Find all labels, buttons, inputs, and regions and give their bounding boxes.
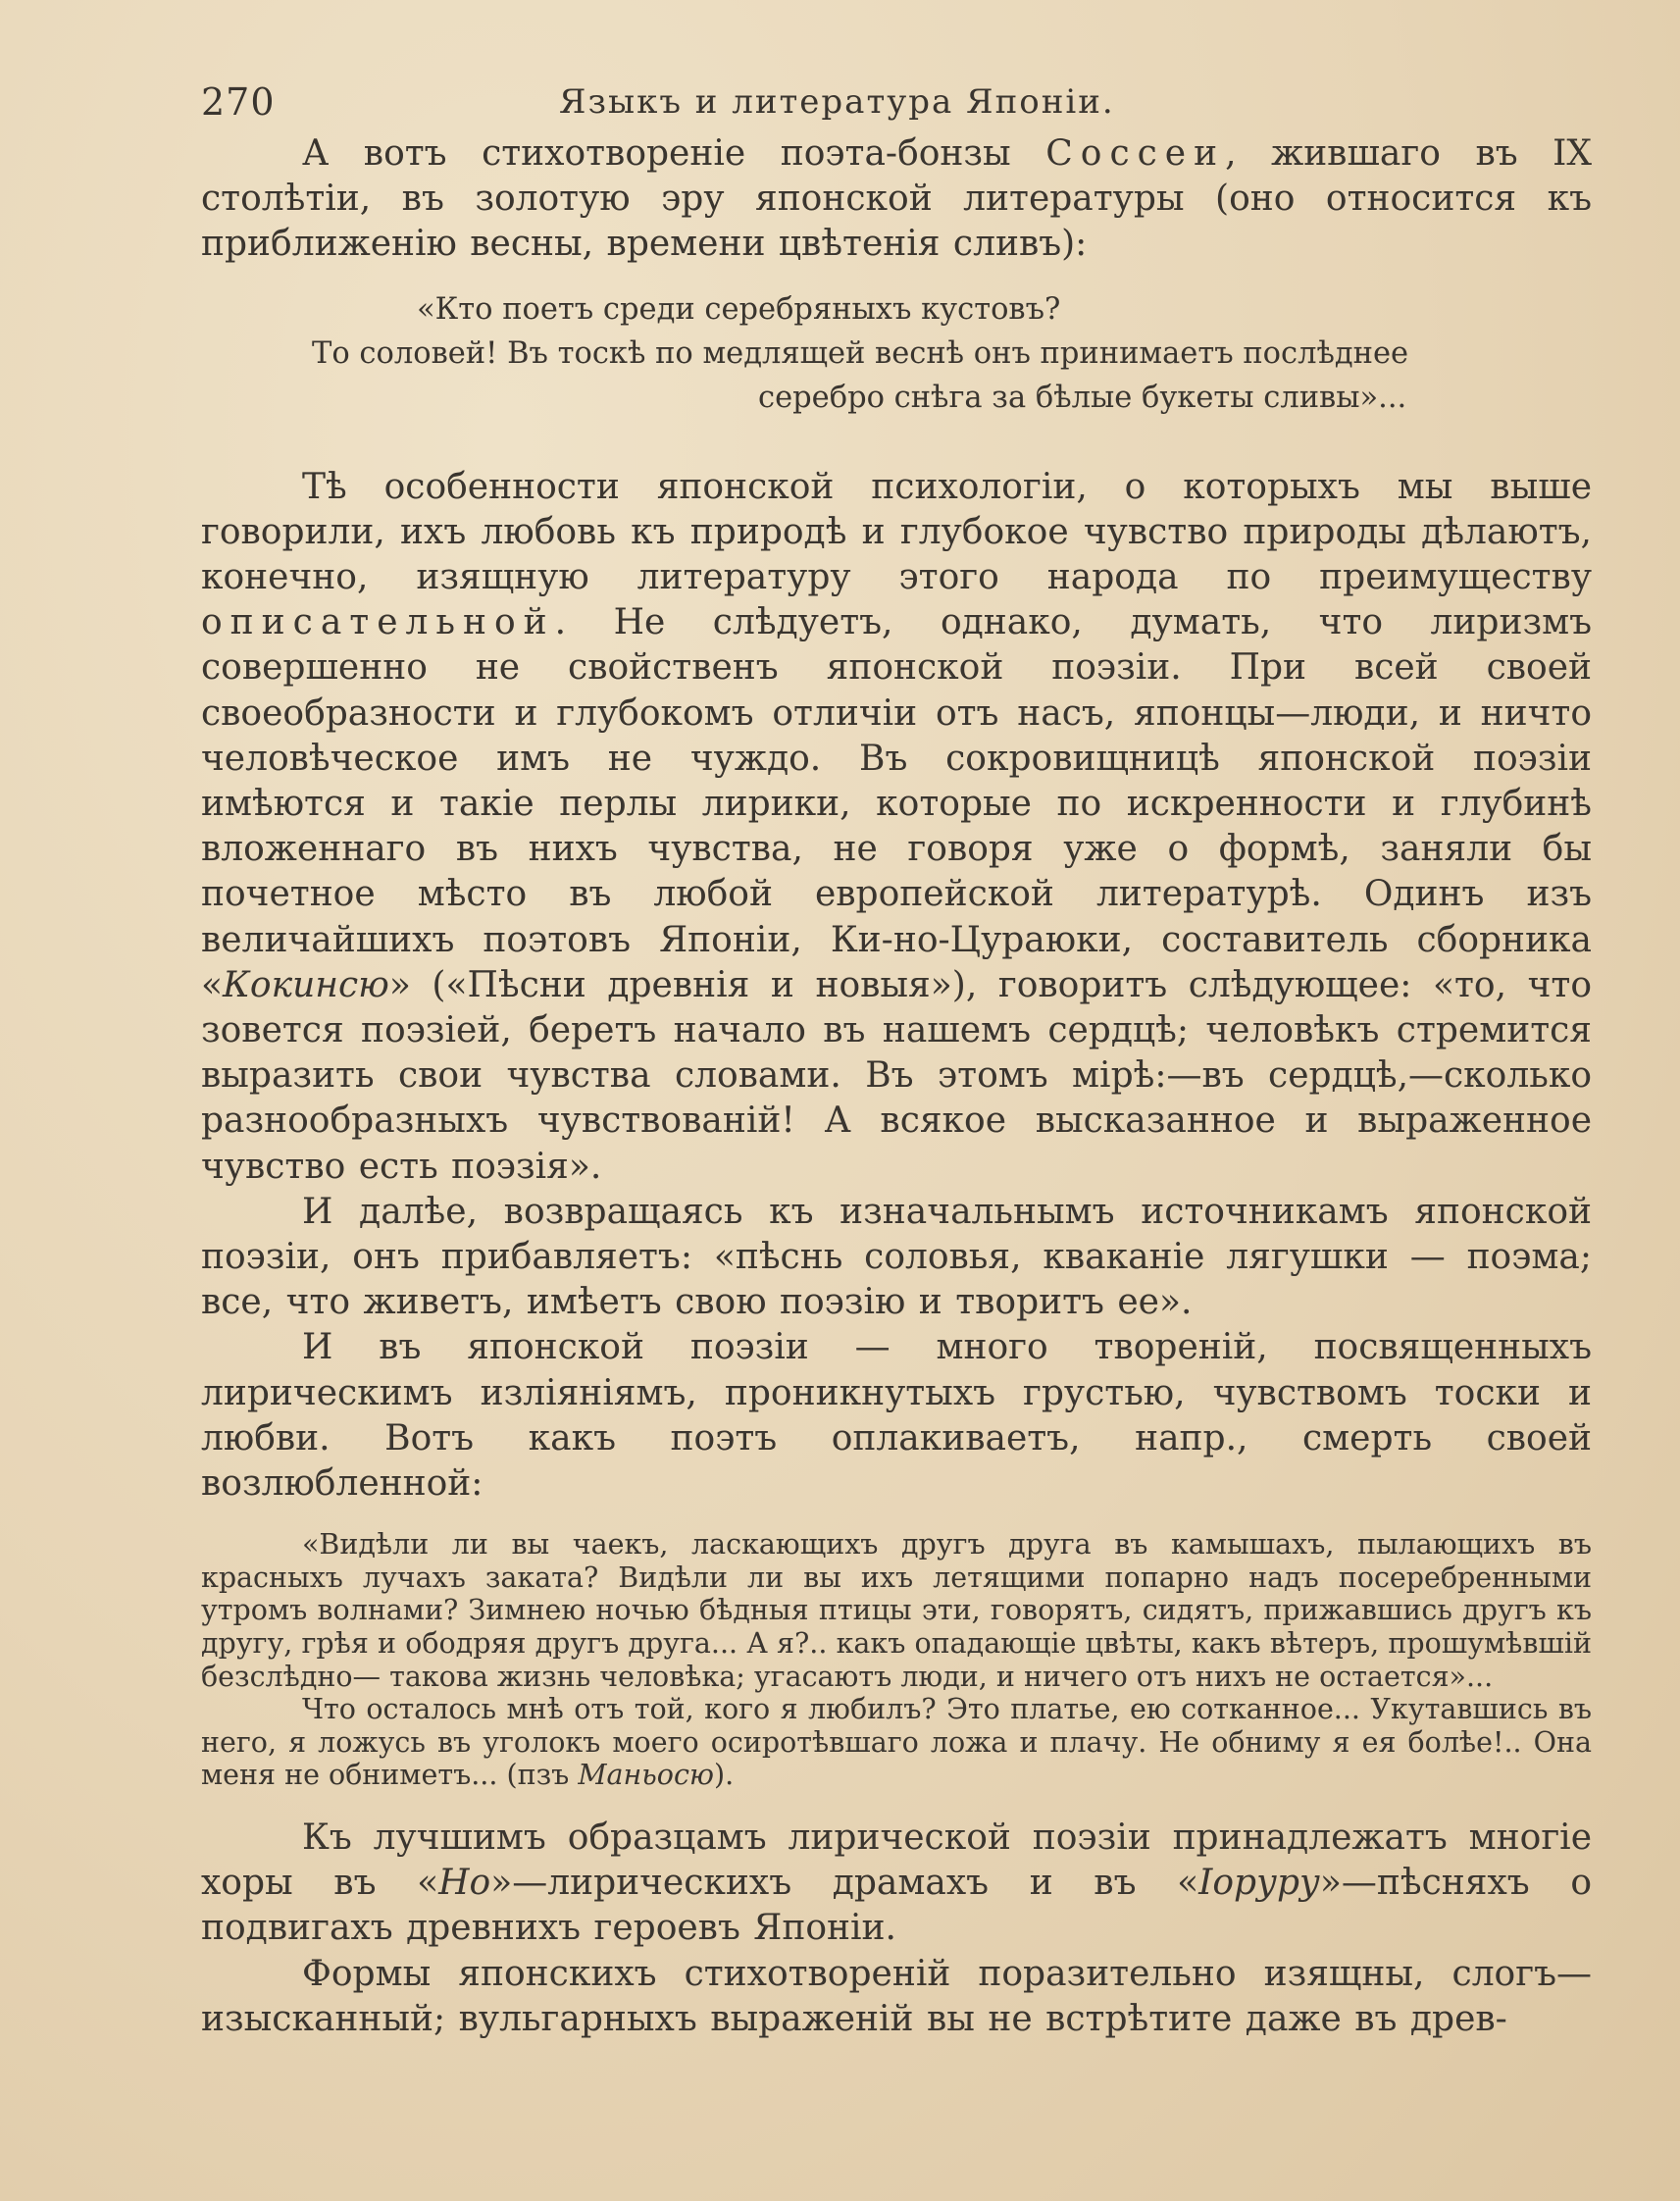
quote-paragraph-2: [201, 1693, 1592, 1792]
running-head: [201, 69, 1592, 131]
intro-text-before: А вотъ стихотворенiе поэта-бонзы: [302, 133, 1046, 174]
poem-line-3: серебро снѣга за бѣлые букеты сливы»...: [758, 380, 1407, 415]
running-title: Языкъ и литература Японiи.: [559, 82, 1115, 122]
intro-text-after: , жившаго въ IX столѣтiи, въ золотую эру японской литературы (оно относится къ приближенiю весны, времени цвѣтенiя сливъ):: [201, 133, 1593, 265]
page-number: 270: [201, 80, 276, 124]
poem-line-1: «Кто поетъ среди серебряныхъ кустовъ?: [417, 291, 1061, 327]
features-text-before: Тѣ особенности японской психологiи, о которыхъ мы выше говорили, ихъ любовь къ природѣ и глубокое чувство природы дѣлаютъ, конечно, изящную литературу этого народа по преимуществу: [201, 466, 1592, 598]
quote-text: Что осталось мнѣ отъ той, кого я любилъ? Это платье, ею сотканное... Укутавшись въ него, я ложусь въ уголокъ моего осиротѣвшаго ложа и плачу. Не обниму я ея болѣе!.. Она меня не обниметъ... (пзъ: [201, 1693, 1592, 1792]
emphasis-descriptive: описательной: [201, 602, 555, 643]
features-paragraph: [201, 465, 1592, 1190]
section-gap: [201, 443, 1592, 465]
genre-no: Но: [438, 1863, 491, 1904]
poem-block: [201, 287, 1592, 420]
best-paragraph: [201, 1816, 1592, 1952]
genre-joruri: Іоруру: [1198, 1863, 1320, 1904]
poem-line-2: То соловей! Въ тоскѣ по медлящей веснѣ онъ принимаетъ послѣднее: [312, 335, 1409, 371]
further-paragraph: И далѣе, возвращаясь къ изначальнымъ источникамъ японской поэзiи, онъ прибавляетъ: «пѣснь соловья, кваканiе лягушки — поэма; все, что живетъ, имѣетъ свою поэзiю и творитъ ее».: [201, 1191, 1592, 1323]
forms-paragraph: Формы японскихъ стихотворенiй поразительно изящны, слогъ— изысканный; вульгарныхъ выраженiй вы не встрѣтите даже въ древ-: [201, 1953, 1592, 2039]
quote-paragraph-1: «Видѣли ли вы чаекъ, ласкающихъ другъ друга въ камышахъ, пылающихъ въ красныхъ лучахъ заката? Видѣли ли вы ихъ летящими попарно надъ посеребренными утромъ волнами? Зимнею ночью бѣдныя птицы эти, говорятъ, сидятъ, прижавшись другъ къ другу, грѣя и ободряя другъ друга... А я?.. какъ опадающiе цвѣты, какъ вѣтеръ, прошумѣвшiй безслѣдно— такова жизнь человѣка; угасаютъ люди, и ничего отъ нихъ не остается»...: [201, 1528, 1592, 1693]
best-text-mid: »—лирическихъ драмахъ и въ «: [490, 1863, 1199, 1904]
intro-paragraph: [201, 131, 1592, 268]
lyric-paragraph: И въ японской поэзiи — много творенiй, посвященныхъ лирическимъ излiянiямъ, проникнутыхъ грустью, чувствомъ тоски и любви. Вотъ какъ поэтъ оплакиваетъ, напр., смерть своей возлюбленной:: [201, 1327, 1592, 1505]
poet-name: Соссеи: [1045, 133, 1226, 174]
quote-source: Маньосю: [578, 1759, 715, 1792]
quote-block: [201, 1528, 1592, 1792]
collection-title: Кокинсю: [223, 964, 389, 1005]
features-text-after: . Не слѣдуетъ, однако, думать, что лиризмъ совершенно не свойственъ японской поэзiи. При всей своей своеобразности и глубокомъ отличiи отъ насъ, японцы—люди, и ничто человѣческое имъ не чуждо. Въ сокровищницѣ японской поэзiи имѣются и такiе перлы лирики, которые по искренности и глубинѣ вложеннаго въ нихъ чувства, не говоря уже о формѣ, заняли бы почетное мѣсто въ любой европейской литературѣ. Одинъ изъ величайшихъ поэтовъ Японiи, Ки-но-Цураюки, составитель сборника «: [201, 602, 1592, 1005]
best-text-before: Къ лучшимъ образцамъ лирической поэзiи принадлежатъ многiе хоры въ «: [201, 1817, 1592, 1904]
book-page: [201, 69, 1592, 2042]
best-text-after: »—пѣсняхъ о подвигахъ древнихъ героевъ Японiи.: [201, 1863, 1592, 1949]
features-text-end: » («Пѣсни древнiя и новыя»), говоритъ слѣдующее: «то, что зовется поэзiей, беретъ начало въ нашемъ сердцѣ; человѣкъ стремится выразить свои чувства словами. Въ этомъ мiрѣ:—въ сердцѣ,—сколько разнообразныхъ чувствованiй! А всякое высказанное и выраженное чувство есть поэзiя».: [201, 964, 1592, 1187]
quote-end: ).: [714, 1759, 735, 1792]
